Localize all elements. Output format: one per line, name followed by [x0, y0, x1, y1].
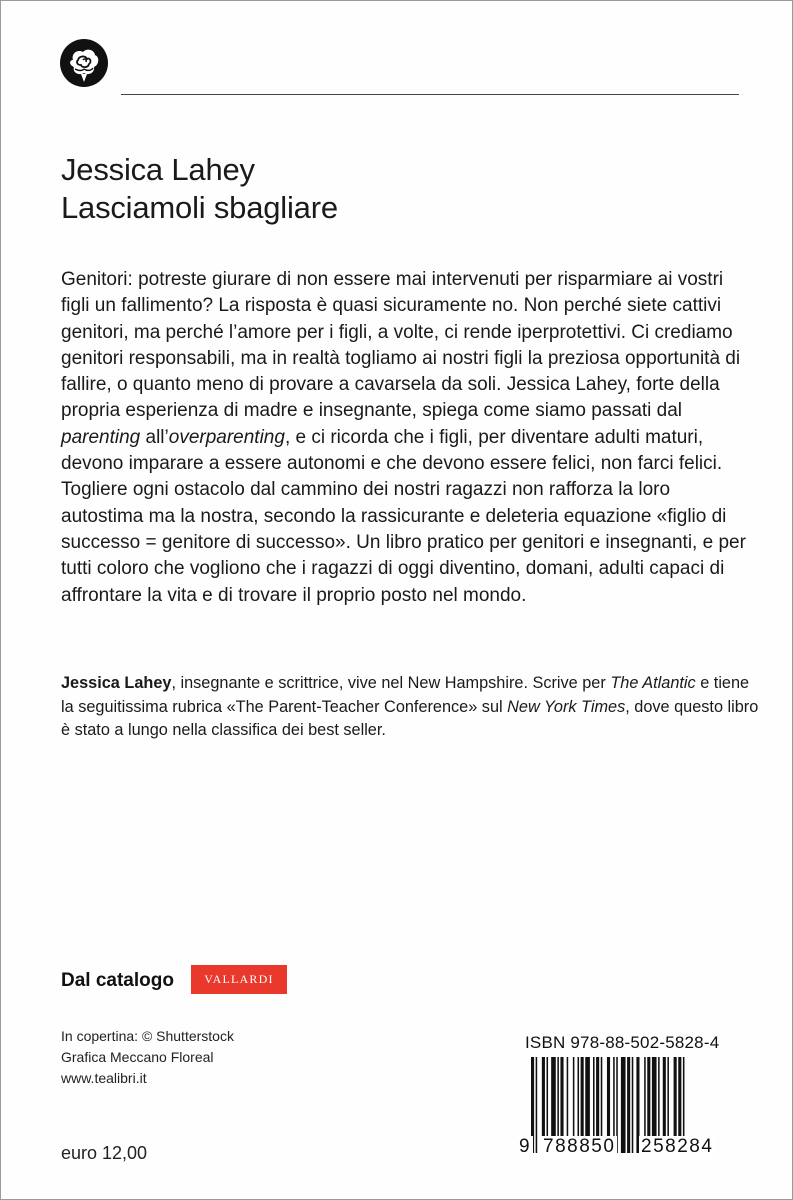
- barcode-digits-left: 788850: [543, 1136, 616, 1157]
- cover-photo-credit: In copertina: © Shutterstock: [61, 1028, 234, 1044]
- barcode-digit-lead: 9: [519, 1136, 533, 1158]
- book-title: Lasciamoli sbagliare: [61, 190, 338, 225]
- blurb-part-3: , e ci ricorda che i figli, per diventare adulti maturi, devono imparare a essere autonomi e che devono essere felici, non farci felici. Togliere ogni ostacolo dal cammino dei nostri ragazzi non rafforza la loro autostima ma la nostra, secondo la rassicurante e deleteria equazione «figlio di successo = genitore di successo». Un libro pratico per genitori e insegnanti, e per tutti coloro che vogliono che i ragazzi di oggi diventino, domani, adulti capaci di affrontare la vita e di trovare il proprio posto nel mondo.: [61, 426, 746, 606]
- barcode-digits: [519, 1136, 734, 1162]
- header-rule: [121, 94, 739, 95]
- bio-author-name: Jessica Lahey: [61, 674, 172, 692]
- barcode-digits-right: 258284: [641, 1136, 714, 1157]
- bio-magazine: The Atlantic: [610, 674, 696, 692]
- bio-part-3: , dove questo libro è stato a lungo nella classifica dei best seller.: [61, 697, 759, 739]
- blurb-text: [61, 267, 751, 609]
- cover-credits: [61, 1026, 234, 1068]
- publisher-logo: VALLARDI: [191, 965, 287, 994]
- design-credit: Grafica Meccano Floreal: [61, 1049, 214, 1065]
- blurb-emphasis-parenting: parenting: [61, 426, 141, 448]
- author-bio: [61, 672, 761, 743]
- bio-part-2: e tiene la seguitissima rubrica «The Parent-Teacher Conference» sul: [61, 674, 750, 716]
- bio-part-1: , insegnante e scrittrice, vive nel New Hampshire. Scrive per: [171, 674, 611, 692]
- bio-newspaper: New York Times: [507, 697, 626, 716]
- title-block: [61, 151, 338, 227]
- blurb-part-1: Genitori: potreste giurare di non essere mai intervenuti per risparmiare ai vostri figli un fallimento? La risposta è quasi sicuramente no. Non perché siete cattivi genitori, ma perché l’amore per i figli, a volte, ci rende iperprotettivi. Ci crediamo genitori responsabili, ma in realtà togliamo ai nostri figli la preziosa opportunità di fallire, o quanto meno di provare a cavarsela da soli. Jessica Lahey, forte della propria esperienza di madre e insegnante, spiega come siamo passati dal: [61, 269, 741, 422]
- author-name: Jessica Lahey: [61, 152, 255, 187]
- publisher-website: www.tealibri.it: [61, 1070, 147, 1086]
- isbn-label: ISBN 978-88-502-5828-4: [525, 1033, 720, 1052]
- price: euro 12,00: [61, 1143, 148, 1163]
- blurb-emphasis-overparenting: overparenting: [168, 426, 285, 448]
- catalog-label: Dal catalogo: [61, 970, 174, 991]
- blurb-part-2: all’: [140, 426, 169, 448]
- rose-icon: [59, 38, 109, 88]
